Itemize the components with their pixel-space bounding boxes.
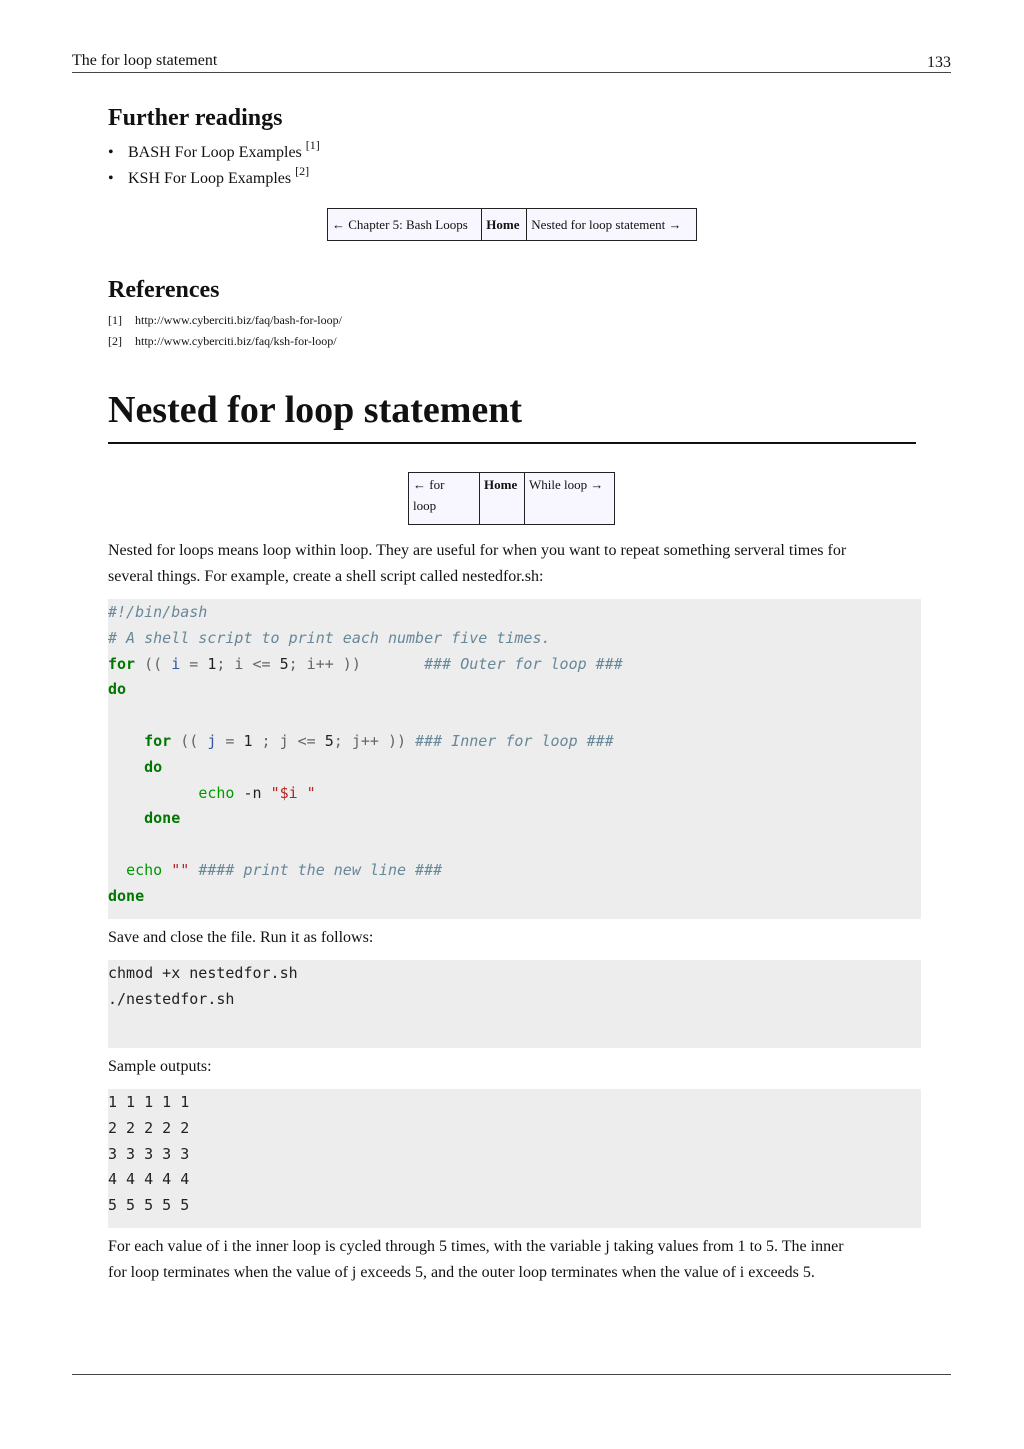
- code-keyword: for: [144, 731, 172, 750]
- nav-home-link[interactable]: Home: [480, 473, 525, 525]
- output-line: 4 4 4 4 4: [108, 1170, 190, 1189]
- conclusion-text: For each value of i the inner loop is cycled through 5 times, with the variable j taking values from 1 to 5. The inner for loop terminates when the value of j exceeds 5, and the outer loop terminates when the value of i exceeds 5.: [108, 1238, 844, 1281]
- nav-home-link[interactable]: Home: [482, 209, 527, 241]
- nav-next-link[interactable]: Nested for loop statement →: [527, 209, 697, 241]
- nav-prev-link[interactable]: ← for loop: [409, 473, 480, 525]
- page-footer-rule: [72, 1374, 951, 1375]
- code-builtin: echo: [198, 783, 235, 802]
- ref-marker[interactable]: [1]: [305, 138, 320, 152]
- references-section: [108, 277, 916, 352]
- save-text: Save and close the file. Run it as follows:: [108, 929, 374, 946]
- further-readings-heading: Further readings: [108, 105, 283, 131]
- page-number: 133: [927, 54, 951, 71]
- nav-prev-link[interactable]: ← Chapter 5: Bash Loops: [328, 209, 482, 241]
- code-builtin: echo: [126, 860, 163, 879]
- nav-next-link[interactable]: While loop →: [525, 473, 615, 525]
- further-readings-section: [108, 105, 916, 192]
- code-comment: ### Outer for loop ###: [424, 654, 623, 673]
- command-line: ./nestedfor.sh: [108, 989, 235, 1008]
- code-string: "": [171, 860, 190, 879]
- reference-url[interactable]: http://www.cyberciti.biz/faq/ksh-for-loop/: [135, 334, 337, 348]
- bullet-icon: •: [108, 170, 114, 187]
- further-readings-list: [108, 140, 916, 192]
- run-commands-code-block: [108, 960, 921, 1048]
- sample-output-block: [108, 1089, 921, 1228]
- output-line: 5 5 5 5 5: [108, 1196, 190, 1215]
- output-line: 1 1 1 1 1: [108, 1093, 190, 1111]
- code-string: "$i ": [270, 783, 316, 802]
- chapter-nav-table: [327, 208, 697, 241]
- section-nav-table: [408, 472, 615, 525]
- running-title: The for loop statement: [72, 52, 218, 69]
- code-comment: ### Inner for loop ###: [415, 731, 614, 750]
- output-line: 3 3 3 3 3: [108, 1144, 190, 1163]
- code-comment: #### print the new line ###: [198, 860, 443, 879]
- sample-outputs-paragraph: [108, 1054, 916, 1080]
- output-line: 2 2 2 2 2: [108, 1118, 190, 1137]
- command-line: chmod +x nestedfor.sh: [108, 964, 298, 982]
- code-keyword: do: [144, 757, 163, 776]
- nested-loop-code-block: #!/bin/bash # A shell script to print each number five times. for (( i = 1; i <= 5; i++ )) ### Outer for loop ### do for (( j = 1 ; j <= 5; j++ )) ### Inner for loop ### do echo -n "$i " done echo "" #### print the new line ### done: [108, 599, 921, 919]
- section-title-block: [108, 388, 916, 432]
- save-paragraph: [108, 925, 916, 951]
- code-keyword: do: [108, 680, 127, 699]
- code-keyword: done: [144, 809, 181, 828]
- reference-url[interactable]: http://www.cyberciti.biz/faq/bash-for-loop/: [135, 313, 342, 327]
- ksh-for-loop-link[interactable]: KSH For Loop Examples: [128, 170, 292, 187]
- bash-for-loop-link[interactable]: BASH For Loop Examples: [128, 144, 302, 161]
- reference-item: [108, 310, 916, 331]
- title-rule: [108, 442, 916, 444]
- section-title: Nested for loop statement: [108, 389, 523, 431]
- intro-text: Nested for loops means loop within loop. They are useful for when you want to repeat something serveral times for several things. For example, create a shell script called nestedfor.sh:: [108, 542, 847, 585]
- ref-marker[interactable]: [2]: [295, 164, 310, 178]
- code-keyword: for: [108, 654, 136, 673]
- list-item: [108, 166, 916, 192]
- code-comment: #!/bin/bash: [108, 603, 208, 621]
- code-keyword: done: [108, 886, 145, 905]
- sample-outputs-label: Sample outputs:: [108, 1058, 212, 1075]
- reference-number: [2]: [108, 334, 122, 348]
- list-item: [108, 140, 916, 166]
- page-header: [72, 50, 951, 73]
- references-list: [108, 310, 916, 352]
- bullet-icon: •: [108, 144, 114, 161]
- conclusion-paragraph: [108, 1234, 916, 1286]
- reference-item: [108, 331, 916, 352]
- code-comment: # A shell script to print each number five times.: [108, 628, 551, 647]
- references-heading: References: [108, 277, 220, 303]
- intro-paragraph: [108, 538, 916, 590]
- reference-number: [1]: [108, 313, 122, 327]
